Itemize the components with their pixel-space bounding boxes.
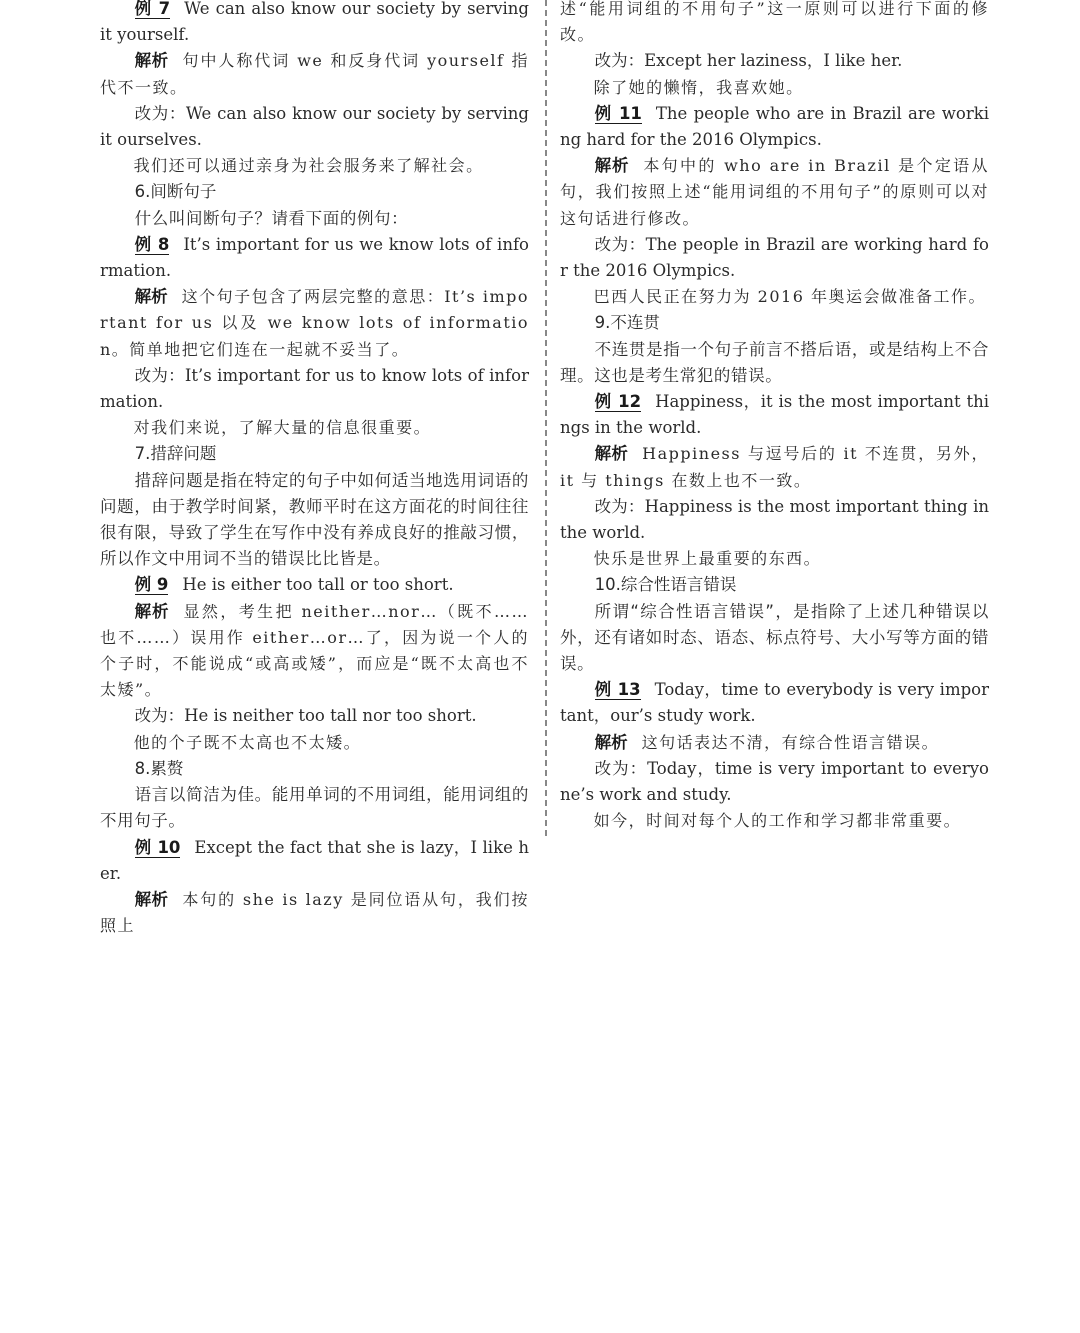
column-divider [545, 0, 547, 836]
translation-8: 对我们来说，了解大量的信息很重要。 [133, 418, 432, 438]
analysis-11 [560, 153, 989, 232]
corrected-sentence: 改为：Except her laziness，I like her. [594, 51, 903, 71]
fix-8 [100, 363, 529, 415]
example-sentence: We can also know our society by serving it yourself. [100, 0, 529, 45]
corrected-sentence: 改为：We can also know our society by serving it ourselves. [100, 103, 529, 150]
analysis-8 [100, 284, 529, 363]
translation-7: 我们还可以通过亲身为社会服务来了解社会。 [133, 156, 484, 176]
analysis-text: 本句中的 who are in Brazil 是个定语从句，我们按照上述“能用词组的不用句子”的原则可以对这句话进行修改。 [560, 156, 989, 228]
analysis-tag: 解析 [594, 732, 628, 752]
analysis-12 [560, 441, 989, 493]
section-heading-7: 7.措辞问题 [134, 444, 217, 464]
section-heading-6: 6.间断句子 [134, 182, 217, 202]
analysis-text: 显然，考生把 neither…nor…（既不……也不……）误用作 either…or…了，因为说一个人的个子时，不能说成“或高或矮”，而应是“既不太高也不太矮”。 [100, 601, 529, 700]
example-tag: 例 12 [594, 392, 642, 412]
example-tag: 例 9 [134, 575, 169, 595]
analysis-7 [100, 48, 529, 100]
example-tag: 例 8 [134, 234, 170, 254]
fix-7 [100, 101, 529, 153]
section-body-9: 不连贯是指一个句子前言不搭后语，或是结构上不合理。这也是考生常犯的错误。 [560, 339, 989, 385]
example-sentence: He is either too tall or too short. [182, 575, 454, 595]
right-column [560, 0, 989, 835]
fix-10 [560, 48, 989, 74]
example-sentence: Today，time to everybody is very important，our’s study work. [560, 680, 989, 726]
fix-12 [560, 494, 989, 546]
translation-12: 快乐是世界上最重要的东西。 [593, 549, 822, 569]
corrected-sentence: 改为：It’s important for us to know lots of information. [100, 365, 529, 412]
example-7 [100, 0, 529, 48]
translation-11: 巴西人民正在努力为 2016 年奥运会做准备工作。 [593, 287, 986, 307]
analysis-text: 本句的 she is lazy 是同位语从句，我们按照上 [100, 889, 529, 936]
analysis-text: 这句话表达不清，有综合性语言错误。 [641, 732, 940, 752]
section-body-10: 所谓“综合性语言错误”，是指除了上述几种错误以外，还有诸如时态、语态、标点符号、大小写等方面的错误。 [560, 601, 989, 674]
corrected-sentence: 改为：Today，time is very important to everyone’s work and study. [560, 758, 989, 805]
section-body-8: 语言以简洁为佳。能用单词的不用词组，能用词组的不用句子。 [100, 785, 529, 831]
corrected-sentence: 改为：Happiness is the most important thing in the world. [560, 496, 989, 543]
example-11 [560, 101, 989, 153]
example-9 [100, 572, 529, 598]
example-sentence: Happiness，it is the most important things in the world. [560, 392, 989, 438]
fix-11 [560, 232, 989, 284]
fix-9 [100, 703, 529, 729]
example-12 [560, 389, 989, 441]
left-column [100, 0, 529, 939]
section-body-7: 措辞问题是指在特定的句子中如何适当地选用词语的问题，由于教学时间紧，教师平时在这方面花的时间往往很有限，导致了学生在写作中没有养成良好的推敲习惯，所以作文中用词不当的错误比比皆是。 [100, 470, 529, 569]
analysis-tag: 解析 [134, 889, 169, 909]
translation-9: 他的个子既不太高也不太矮。 [133, 732, 362, 752]
analysis-tag: 解析 [134, 287, 168, 307]
example-10 [100, 835, 529, 887]
example-13 [560, 677, 989, 729]
section-heading-8: 8.累赘 [134, 758, 184, 778]
corrected-sentence: 改为：He is neither too tall nor too short. [134, 706, 477, 726]
translation-10: 除了她的懒惰，我喜欢她。 [593, 77, 804, 97]
analysis-tag: 解析 [134, 51, 169, 71]
example-sentence: Except the fact that she is lazy，I like her. [100, 837, 529, 883]
example-tag: 例 10 [134, 837, 181, 857]
analysis-text: 句中人称代词 we 和反身代词 yourself 指代不一致。 [100, 51, 530, 97]
analysis-tag: 解析 [594, 444, 629, 464]
corrected-sentence: 改为：The people in Brazil are working hard for the 2016 Olympics. [560, 234, 989, 281]
fix-13 [560, 756, 989, 808]
analysis-10-end: 述“能用词组的不用句子”这一原则可以进行下面的修改。 [560, 0, 989, 45]
example-8 [100, 232, 529, 284]
example-tag: 例 11 [594, 103, 642, 123]
analysis-text: 这个句子包含了两层完整的意思：It’s important for us 以及 we know lots of information。简单地把它们连在一起就不妥当了。 [100, 287, 529, 359]
section-heading-10: 10.综合性语言错误 [594, 575, 737, 595]
analysis-text: Happiness 与逗号后的 it 不连贯，另外，it 与 things 在数上也不一致。 [560, 444, 989, 490]
example-tag: 例 13 [594, 680, 641, 700]
example-tag: 例 7 [134, 0, 171, 18]
analysis-9 [100, 599, 529, 704]
analysis-13 [560, 730, 989, 756]
analysis-tag: 解析 [134, 601, 170, 621]
analysis-tag: 解析 [594, 156, 630, 176]
section-intro-6: 什么叫间断句子？请看下面的例句： [134, 208, 409, 228]
example-sentence: The people who are in Brazil are working hard for the 2016 Olympics. [560, 103, 989, 150]
analysis-10-start [100, 887, 529, 939]
translation-13: 如今，时间对每个人的工作和学习都非常重要。 [593, 811, 962, 831]
example-sentence: It’s important for us we know lots of information. [100, 234, 529, 281]
section-heading-9: 9.不连贯 [594, 313, 660, 333]
